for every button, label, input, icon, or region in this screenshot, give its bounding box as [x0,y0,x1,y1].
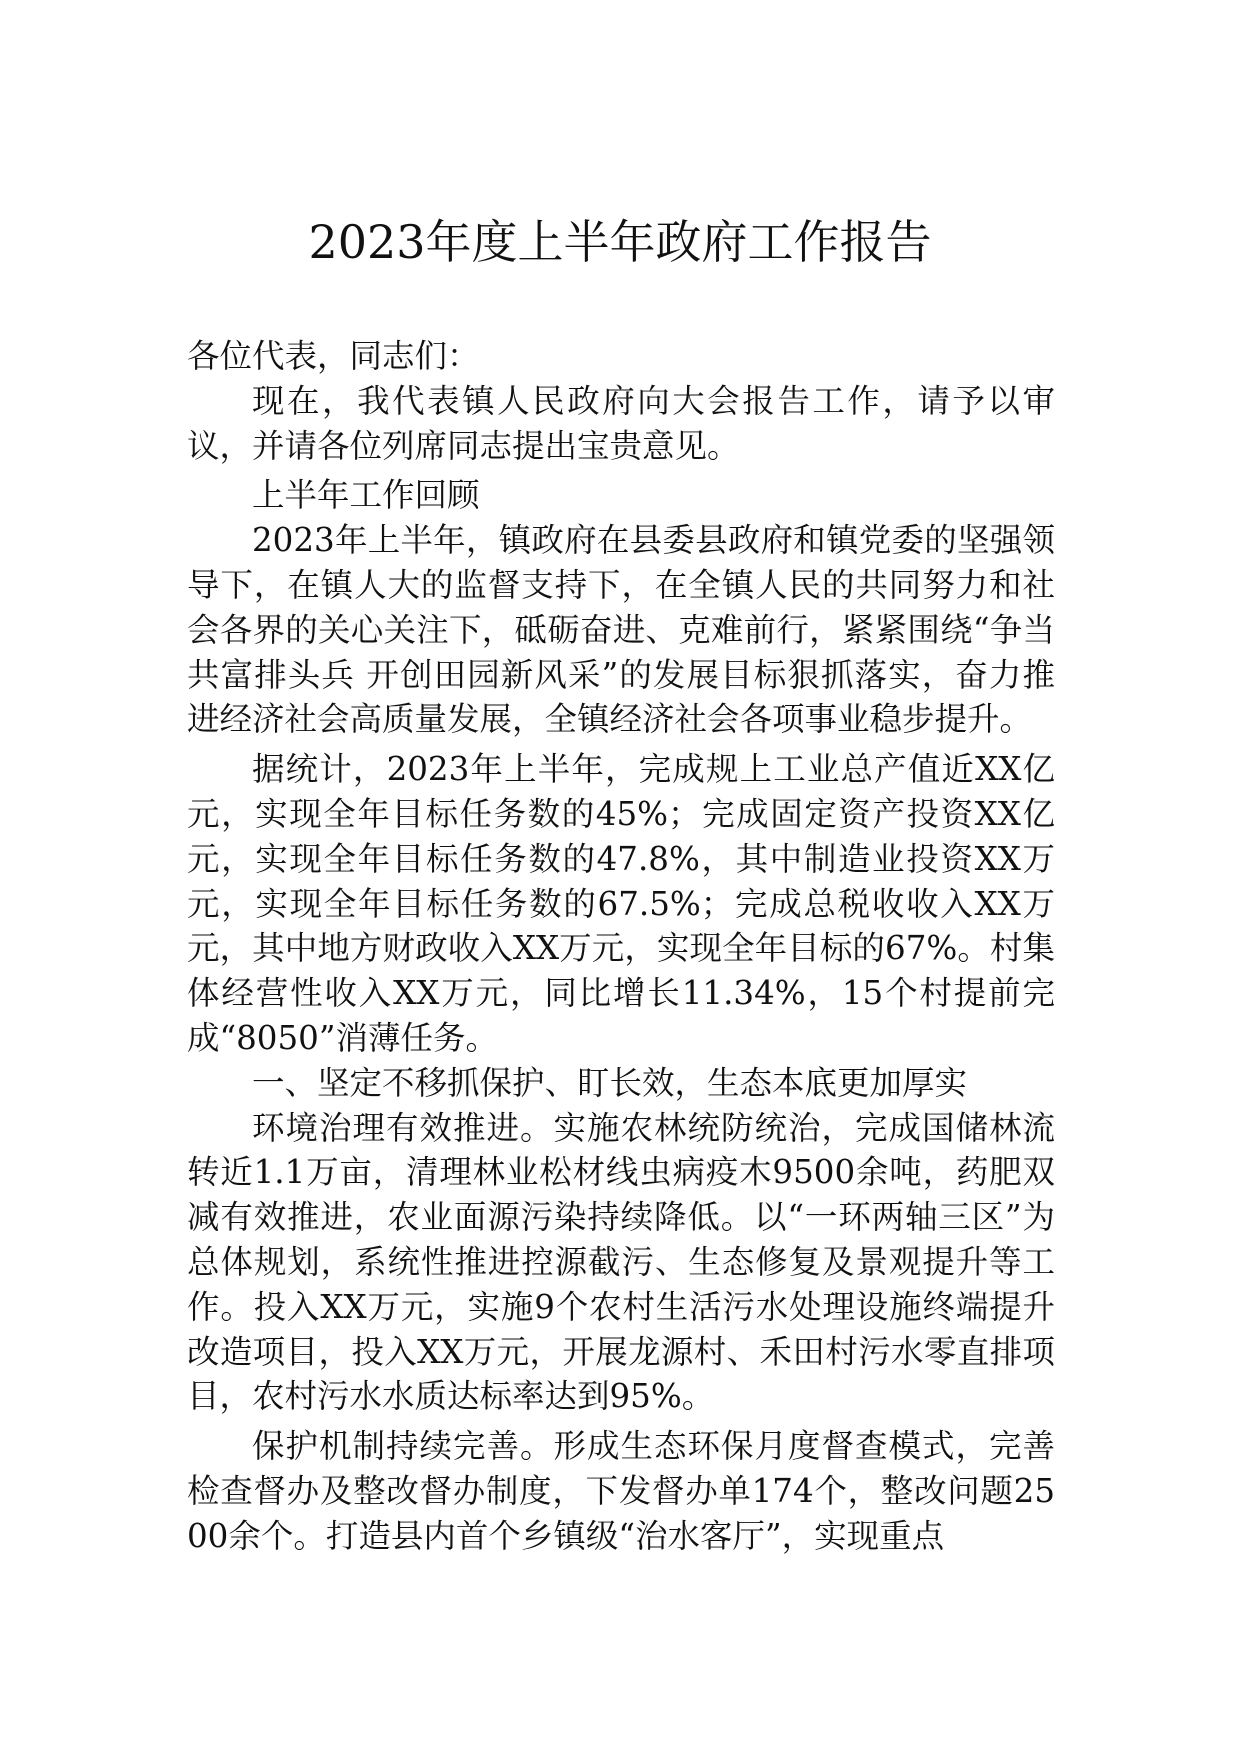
document-body [187,334,1055,1559]
salutation: 各位代表，同志们： [187,337,480,375]
document-title: 2023年度上半年政府工作报告 [308,215,932,269]
section-heading-ecology: 一、坚定不移抓保护、盯长效，生态本底更加厚实 [252,1063,968,1102]
paragraph-protection: 保护机制持续完善。形成生态环保月度督查模式，完善检查督办及整改督办制度，下发督办单174个，整改问题2500余个。打造县内首个乡镇级“治水客厅”，实现重点 [187,1427,1055,1555]
paragraph-opening: 现在，我代表镇人民政府向大会报告工作，请予以审议，并请各位列席同志提出宝贵意见。 [187,381,1055,465]
paragraph-overview: 2023年上半年，镇政府在县委县政府和镇党委的坚强领导下，在镇人大的监督支持下，在全镇人民的共同努力和社会各界的关心关注下，砥砺奋进、克难前行，紧紧围绕“争当共富排头兵 开创田园新风采”的发展目标狠抓落实，奋力推进经济社会高质量发展，全镇经济社会各项事业稳步提升。 [187,521,1055,739]
section-heading-review: 上半年工作回顾 [252,476,480,515]
paragraph-environment: 环境治理有效推进。实施农林统防统治，完成国储林流转近1.1万亩，清理林业松材线虫病疫木9500余吨，药肥双减有效推进，农业面源污染持续降低。以“一环两轴三区”为总体规划，系统性推进控源截污、生态修复及景观提升等工作。投入XX万元，实施9个农村生活污水处理设施终端提升改造项目，投入XX万元，开展龙源村、禾田村污水零直排项目，农村污水水质达标率达到95%。 [187,1108,1055,1416]
paragraph-statistics: 据统计，2023年上半年，完成规上工业总产值近XX亿元，实现全年目标任务数的45%；完成固定资产投资XX亿元，实现全年目标任务数的47.8%，其中制造业投资XX万元，实现全年目标任务数的67.5%；完成总税收收入XX万元，其中地方财政收入XX万元，实现全年目标的67%。村集体经营性收入XX万元，同比增长11.34%，15个村提前完成“8050”消薄任务。 [187,750,1055,1057]
